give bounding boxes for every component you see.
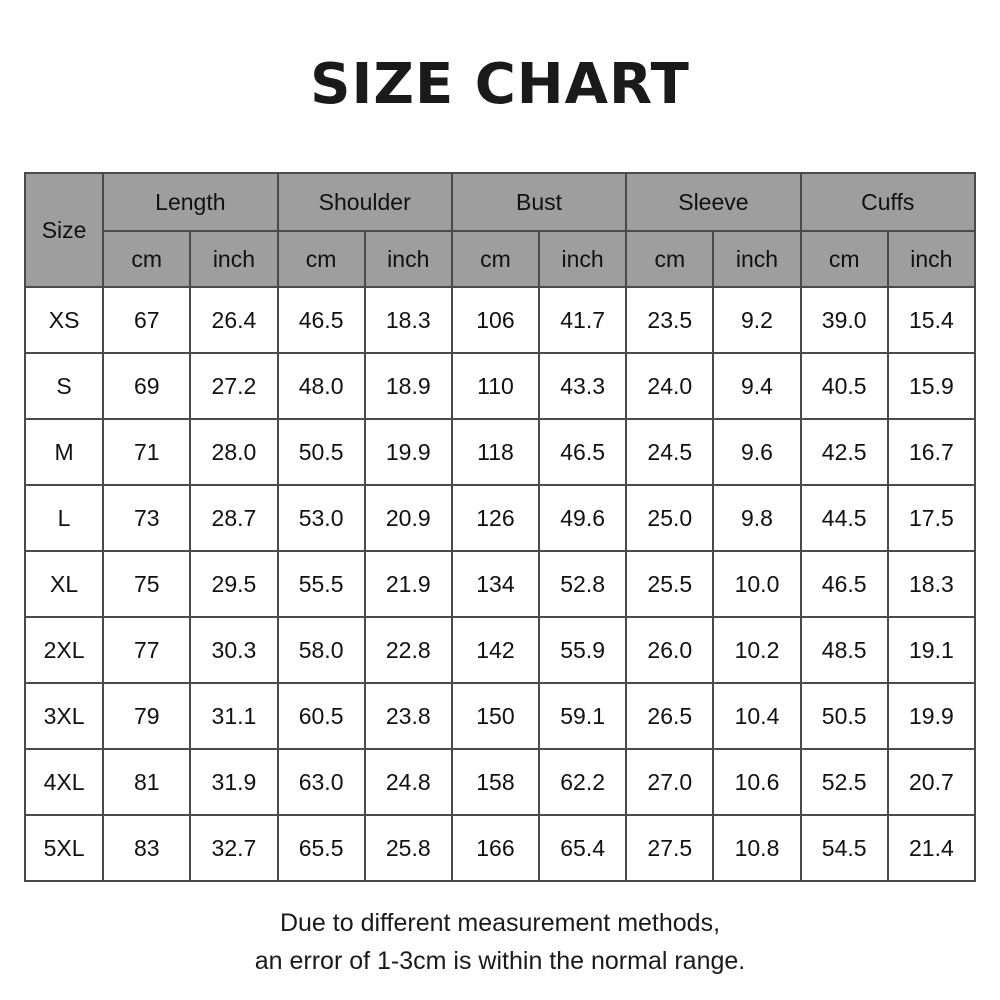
cell-length-cm: 71 (103, 419, 190, 485)
cell-bust-inch: 59.1 (539, 683, 626, 749)
cell-size: S (25, 353, 103, 419)
header-unit-length-cm: cm (103, 231, 190, 287)
cell-shoulder-inch: 21.9 (365, 551, 452, 617)
table-row (25, 353, 975, 419)
cell-length-cm: 73 (103, 485, 190, 551)
cell-cuffs-cm: 54.5 (801, 815, 888, 881)
cell-length-cm: 69 (103, 353, 190, 419)
cell-cuffs-cm: 46.5 (801, 551, 888, 617)
measurement-note (0, 904, 1000, 980)
cell-sleeve-cm: 27.5 (626, 815, 713, 881)
header-group-bust: Bust (452, 173, 626, 231)
cell-sleeve-cm: 26.5 (626, 683, 713, 749)
cell-cuffs-inch: 17.5 (888, 485, 975, 551)
cell-sleeve-inch: 10.8 (713, 815, 800, 881)
cell-length-inch: 31.1 (190, 683, 277, 749)
cell-length-inch: 27.2 (190, 353, 277, 419)
header-unit-bust-inch: inch (539, 231, 626, 287)
header-unit-cuffs-inch: inch (888, 231, 975, 287)
cell-cuffs-inch: 19.1 (888, 617, 975, 683)
cell-bust-cm: 106 (452, 287, 539, 353)
cell-size: 4XL (25, 749, 103, 815)
header-unit-shoulder-inch: inch (365, 231, 452, 287)
cell-size: 2XL (25, 617, 103, 683)
cell-shoulder-inch: 18.3 (365, 287, 452, 353)
cell-cuffs-cm: 52.5 (801, 749, 888, 815)
table-row (25, 551, 975, 617)
cell-bust-cm: 110 (452, 353, 539, 419)
cell-cuffs-inch: 15.4 (888, 287, 975, 353)
cell-length-cm: 77 (103, 617, 190, 683)
cell-length-cm: 67 (103, 287, 190, 353)
cell-length-cm: 83 (103, 815, 190, 881)
cell-shoulder-cm: 63.0 (278, 749, 365, 815)
cell-bust-inch: 52.8 (539, 551, 626, 617)
table-row (25, 485, 975, 551)
header-unit-sleeve-cm: cm (626, 231, 713, 287)
cell-bust-inch: 43.3 (539, 353, 626, 419)
header-size: Size (25, 173, 103, 287)
cell-length-inch: 29.5 (190, 551, 277, 617)
table-row (25, 419, 975, 485)
cell-shoulder-cm: 50.5 (278, 419, 365, 485)
cell-shoulder-inch: 23.8 (365, 683, 452, 749)
cell-bust-cm: 126 (452, 485, 539, 551)
cell-length-inch: 30.3 (190, 617, 277, 683)
table-row (25, 287, 975, 353)
cell-shoulder-cm: 55.5 (278, 551, 365, 617)
header-unit-sleeve-inch: inch (713, 231, 800, 287)
header-group-sleeve: Sleeve (626, 173, 800, 231)
cell-shoulder-inch: 25.8 (365, 815, 452, 881)
cell-bust-cm: 166 (452, 815, 539, 881)
cell-cuffs-cm: 48.5 (801, 617, 888, 683)
cell-shoulder-inch: 24.8 (365, 749, 452, 815)
cell-bust-inch: 55.9 (539, 617, 626, 683)
cell-bust-inch: 41.7 (539, 287, 626, 353)
header-unit-shoulder-cm: cm (278, 231, 365, 287)
cell-shoulder-inch: 20.9 (365, 485, 452, 551)
cell-sleeve-inch: 9.8 (713, 485, 800, 551)
header-unit-bust-cm: cm (452, 231, 539, 287)
cell-bust-inch: 49.6 (539, 485, 626, 551)
cell-cuffs-inch: 18.3 (888, 551, 975, 617)
header-group-shoulder: Shoulder (278, 173, 452, 231)
cell-length-inch: 26.4 (190, 287, 277, 353)
header-row-groups (25, 173, 975, 231)
cell-size: M (25, 419, 103, 485)
cell-sleeve-cm: 26.0 (626, 617, 713, 683)
cell-cuffs-inch: 15.9 (888, 353, 975, 419)
cell-sleeve-inch: 10.0 (713, 551, 800, 617)
cell-length-inch: 32.7 (190, 815, 277, 881)
cell-bust-cm: 158 (452, 749, 539, 815)
cell-length-cm: 79 (103, 683, 190, 749)
cell-sleeve-inch: 10.6 (713, 749, 800, 815)
header-unit-length-inch: inch (190, 231, 277, 287)
cell-sleeve-inch: 10.2 (713, 617, 800, 683)
cell-shoulder-cm: 53.0 (278, 485, 365, 551)
cell-cuffs-inch: 21.4 (888, 815, 975, 881)
cell-shoulder-inch: 18.9 (365, 353, 452, 419)
cell-cuffs-cm: 40.5 (801, 353, 888, 419)
header-group-length: Length (103, 173, 277, 231)
cell-cuffs-cm: 50.5 (801, 683, 888, 749)
cell-shoulder-cm: 65.5 (278, 815, 365, 881)
cell-size: 3XL (25, 683, 103, 749)
cell-sleeve-cm: 24.0 (626, 353, 713, 419)
table-row (25, 617, 975, 683)
table-row (25, 683, 975, 749)
header-group-cuffs: Cuffs (801, 173, 975, 231)
cell-sleeve-cm: 25.5 (626, 551, 713, 617)
cell-shoulder-inch: 19.9 (365, 419, 452, 485)
cell-shoulder-cm: 60.5 (278, 683, 365, 749)
table-row (25, 815, 975, 881)
cell-length-inch: 28.7 (190, 485, 277, 551)
cell-sleeve-inch: 9.4 (713, 353, 800, 419)
cell-bust-inch: 62.2 (539, 749, 626, 815)
cell-sleeve-cm: 27.0 (626, 749, 713, 815)
cell-size: L (25, 485, 103, 551)
table-row (25, 749, 975, 815)
cell-bust-cm: 150 (452, 683, 539, 749)
cell-size: XS (25, 287, 103, 353)
cell-length-cm: 81 (103, 749, 190, 815)
cell-shoulder-inch: 22.8 (365, 617, 452, 683)
cell-cuffs-inch: 16.7 (888, 419, 975, 485)
cell-length-inch: 31.9 (190, 749, 277, 815)
cell-bust-cm: 118 (452, 419, 539, 485)
cell-bust-cm: 142 (452, 617, 539, 683)
header-row-units (25, 231, 975, 287)
cell-sleeve-cm: 23.5 (626, 287, 713, 353)
page-title: SIZE CHART (310, 52, 690, 117)
cell-bust-inch: 46.5 (539, 419, 626, 485)
cell-shoulder-cm: 46.5 (278, 287, 365, 353)
cell-sleeve-cm: 25.0 (626, 485, 713, 551)
cell-bust-cm: 134 (452, 551, 539, 617)
size-chart-table (24, 172, 976, 882)
cell-shoulder-cm: 58.0 (278, 617, 365, 683)
cell-cuffs-inch: 19.9 (888, 683, 975, 749)
cell-length-cm: 75 (103, 551, 190, 617)
cell-sleeve-inch: 9.6 (713, 419, 800, 485)
cell-cuffs-cm: 44.5 (801, 485, 888, 551)
measurement-note-line-2: an error of 1-3cm is within the normal range. (254, 947, 746, 975)
table-header (25, 173, 975, 287)
cell-cuffs-cm: 39.0 (801, 287, 888, 353)
cell-bust-inch: 65.4 (539, 815, 626, 881)
cell-sleeve-cm: 24.5 (626, 419, 713, 485)
size-chart-table-container (24, 172, 976, 882)
cell-size: XL (25, 551, 103, 617)
cell-cuffs-inch: 20.7 (888, 749, 975, 815)
cell-length-inch: 28.0 (190, 419, 277, 485)
table-body (25, 287, 975, 881)
cell-shoulder-cm: 48.0 (278, 353, 365, 419)
cell-cuffs-cm: 42.5 (801, 419, 888, 485)
measurement-note-line-1: Due to different measurement methods, (279, 909, 721, 937)
header-unit-cuffs-cm: cm (801, 231, 888, 287)
cell-size: 5XL (25, 815, 103, 881)
cell-sleeve-inch: 9.2 (713, 287, 800, 353)
cell-sleeve-inch: 10.4 (713, 683, 800, 749)
